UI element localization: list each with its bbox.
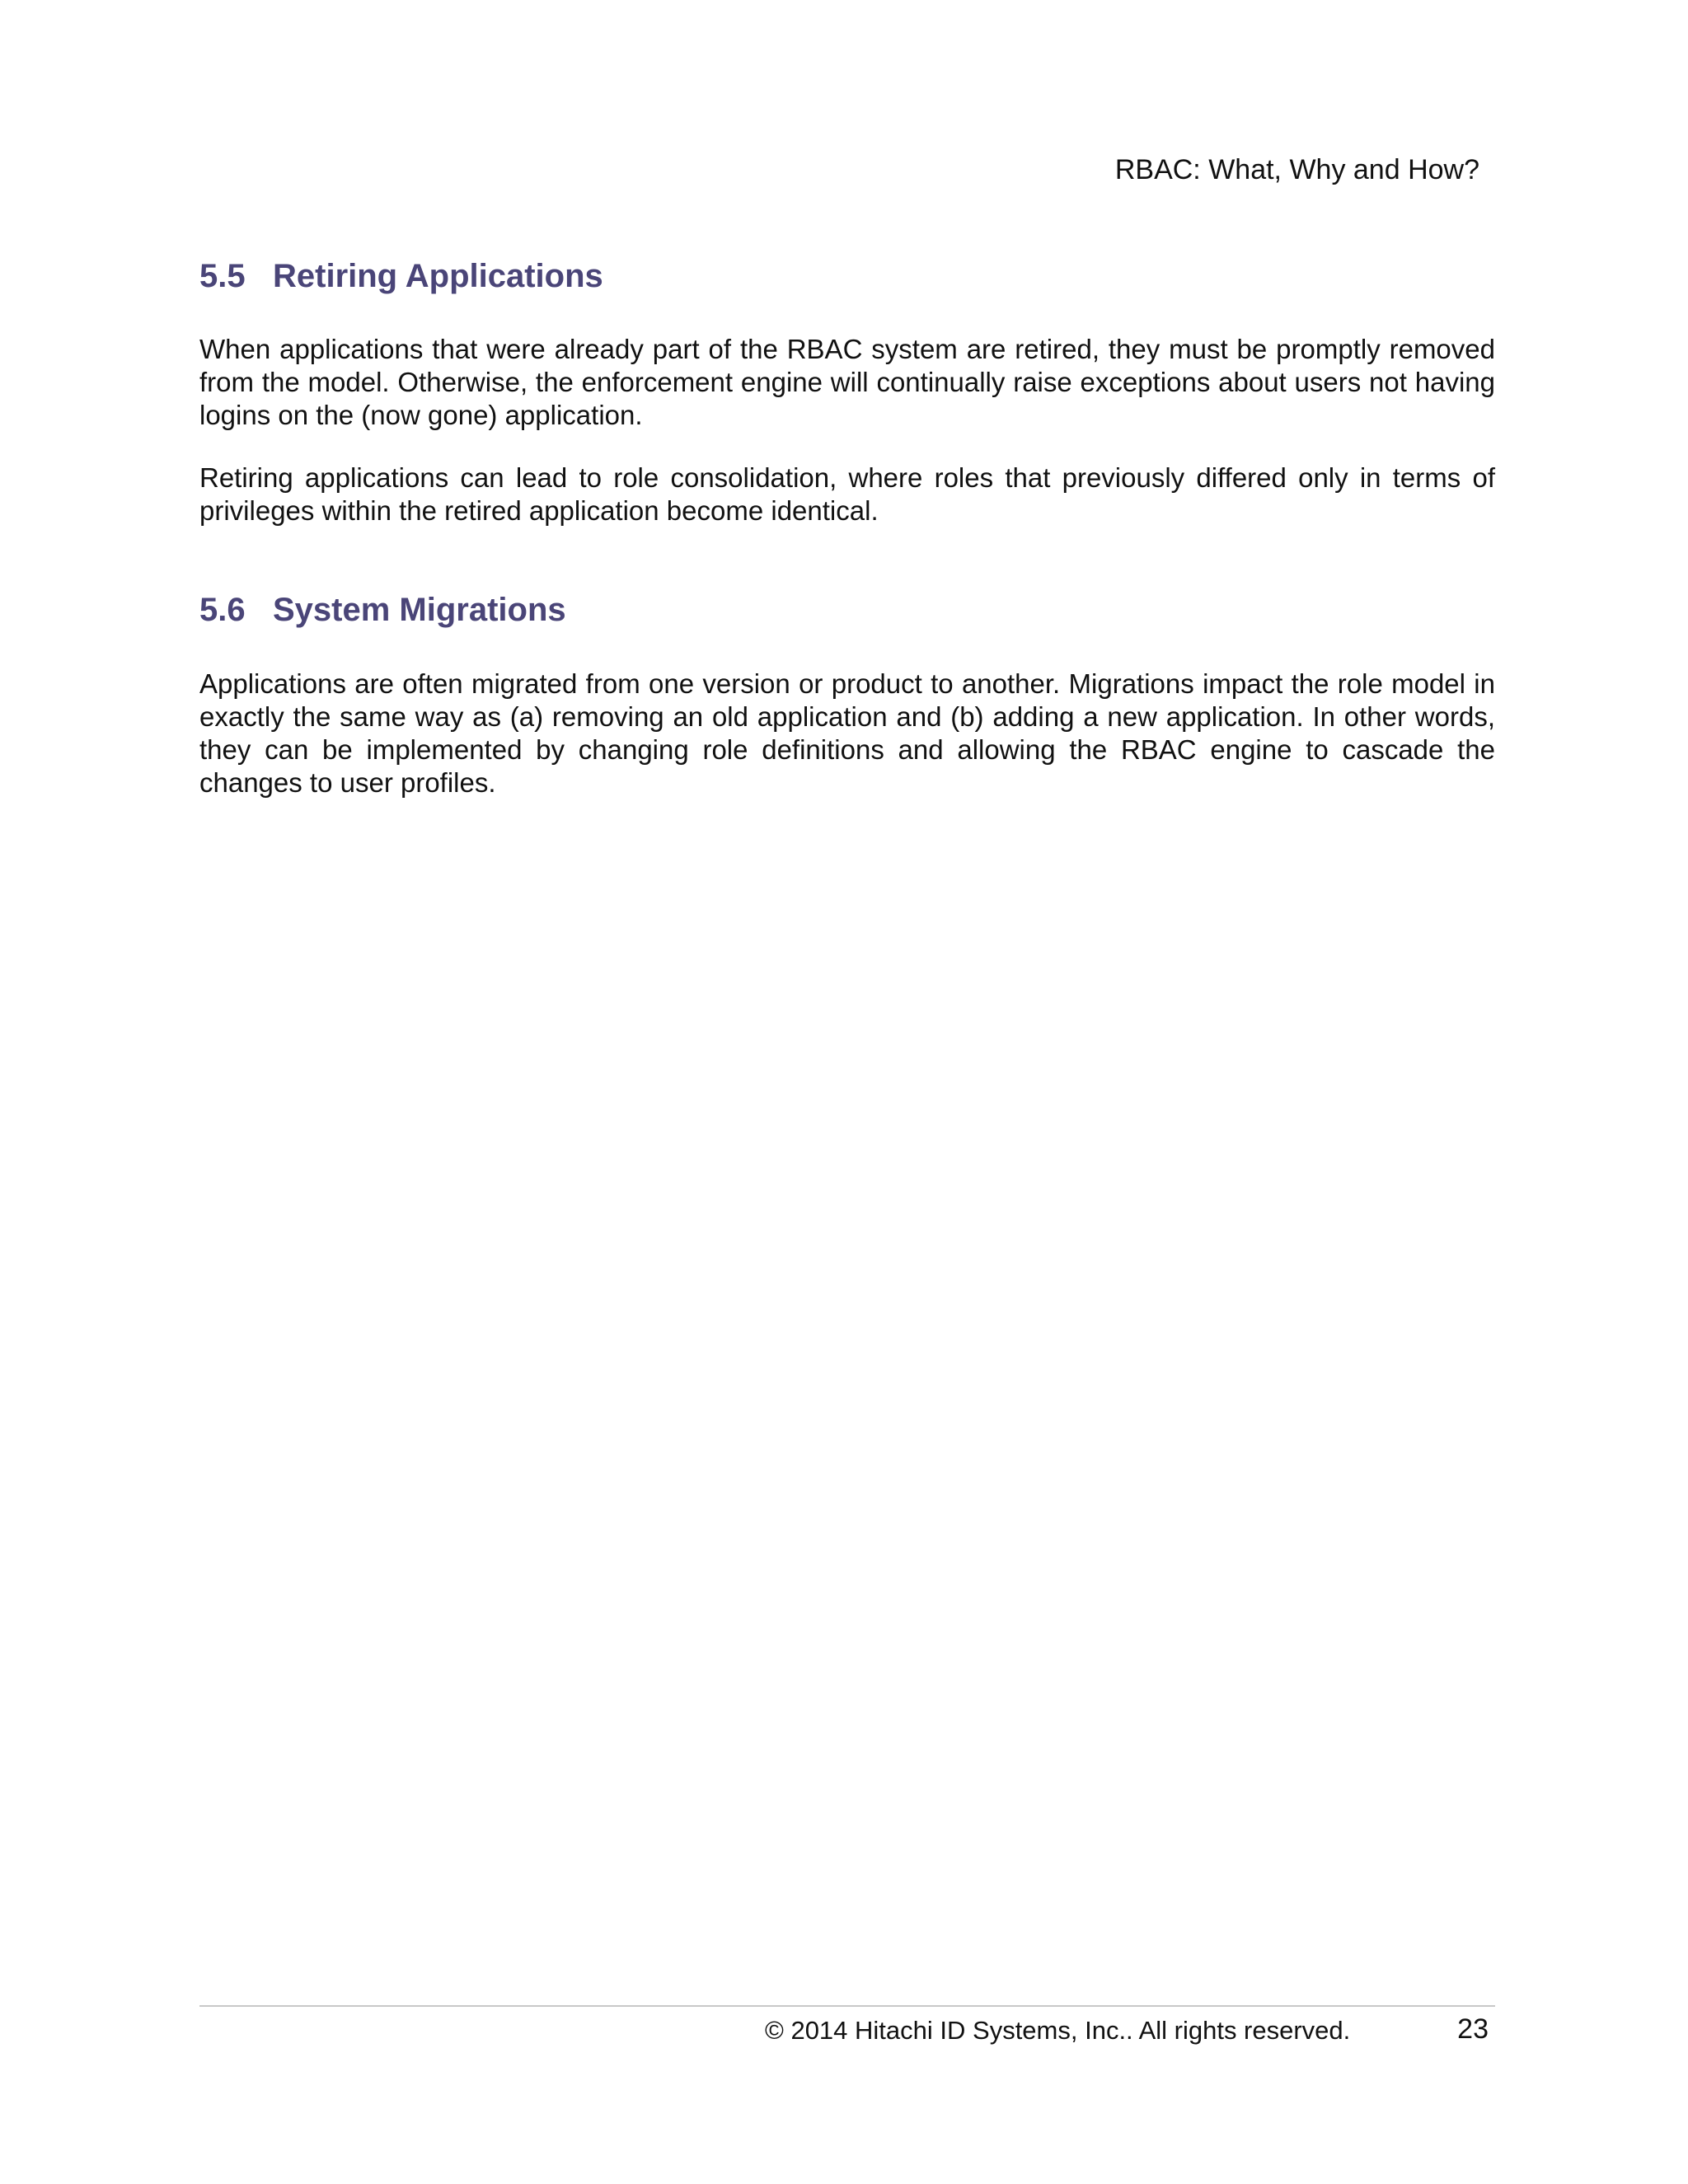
section-title: Retiring Applications	[273, 258, 603, 294]
paragraph: Retiring applications can lead to role consolidation, where roles that previously differed only in terms of privileges within the retired application become identical.	[199, 462, 1495, 526]
page-number: 23	[1457, 2013, 1489, 2045]
section-heading-retiring-applications	[199, 256, 1495, 296]
section-number: 5.5	[199, 258, 246, 294]
footer-divider	[199, 2005, 1495, 2007]
paragraph: Applications are often migrated from one version or product to another. Migrations impact the role model in exactly the same way as (a) removing an old application and (b) adding a new application. In other words, they can be implemented by changing role definitions and allowing the RBAC engine to cascade the changes to user profiles.	[199, 668, 1495, 798]
section-number: 5.6	[199, 592, 246, 628]
footer-copyright: © 2014 Hitachi ID Systems, Inc.. All rights reserved.	[765, 2016, 1351, 2045]
paragraph: When applications that were already part of the RBAC system are retired, they must be promptly removed from the model. Otherwise, the enforcement engine will continually raise exceptions about users not having logins on the (now gone) application.	[199, 334, 1495, 430]
running-header: RBAC: What, Why and How?	[1114, 154, 1479, 185]
section-heading-system-migrations	[199, 590, 1495, 630]
section-title: System Migrations	[273, 592, 566, 628]
page-content	[199, 247, 1495, 799]
